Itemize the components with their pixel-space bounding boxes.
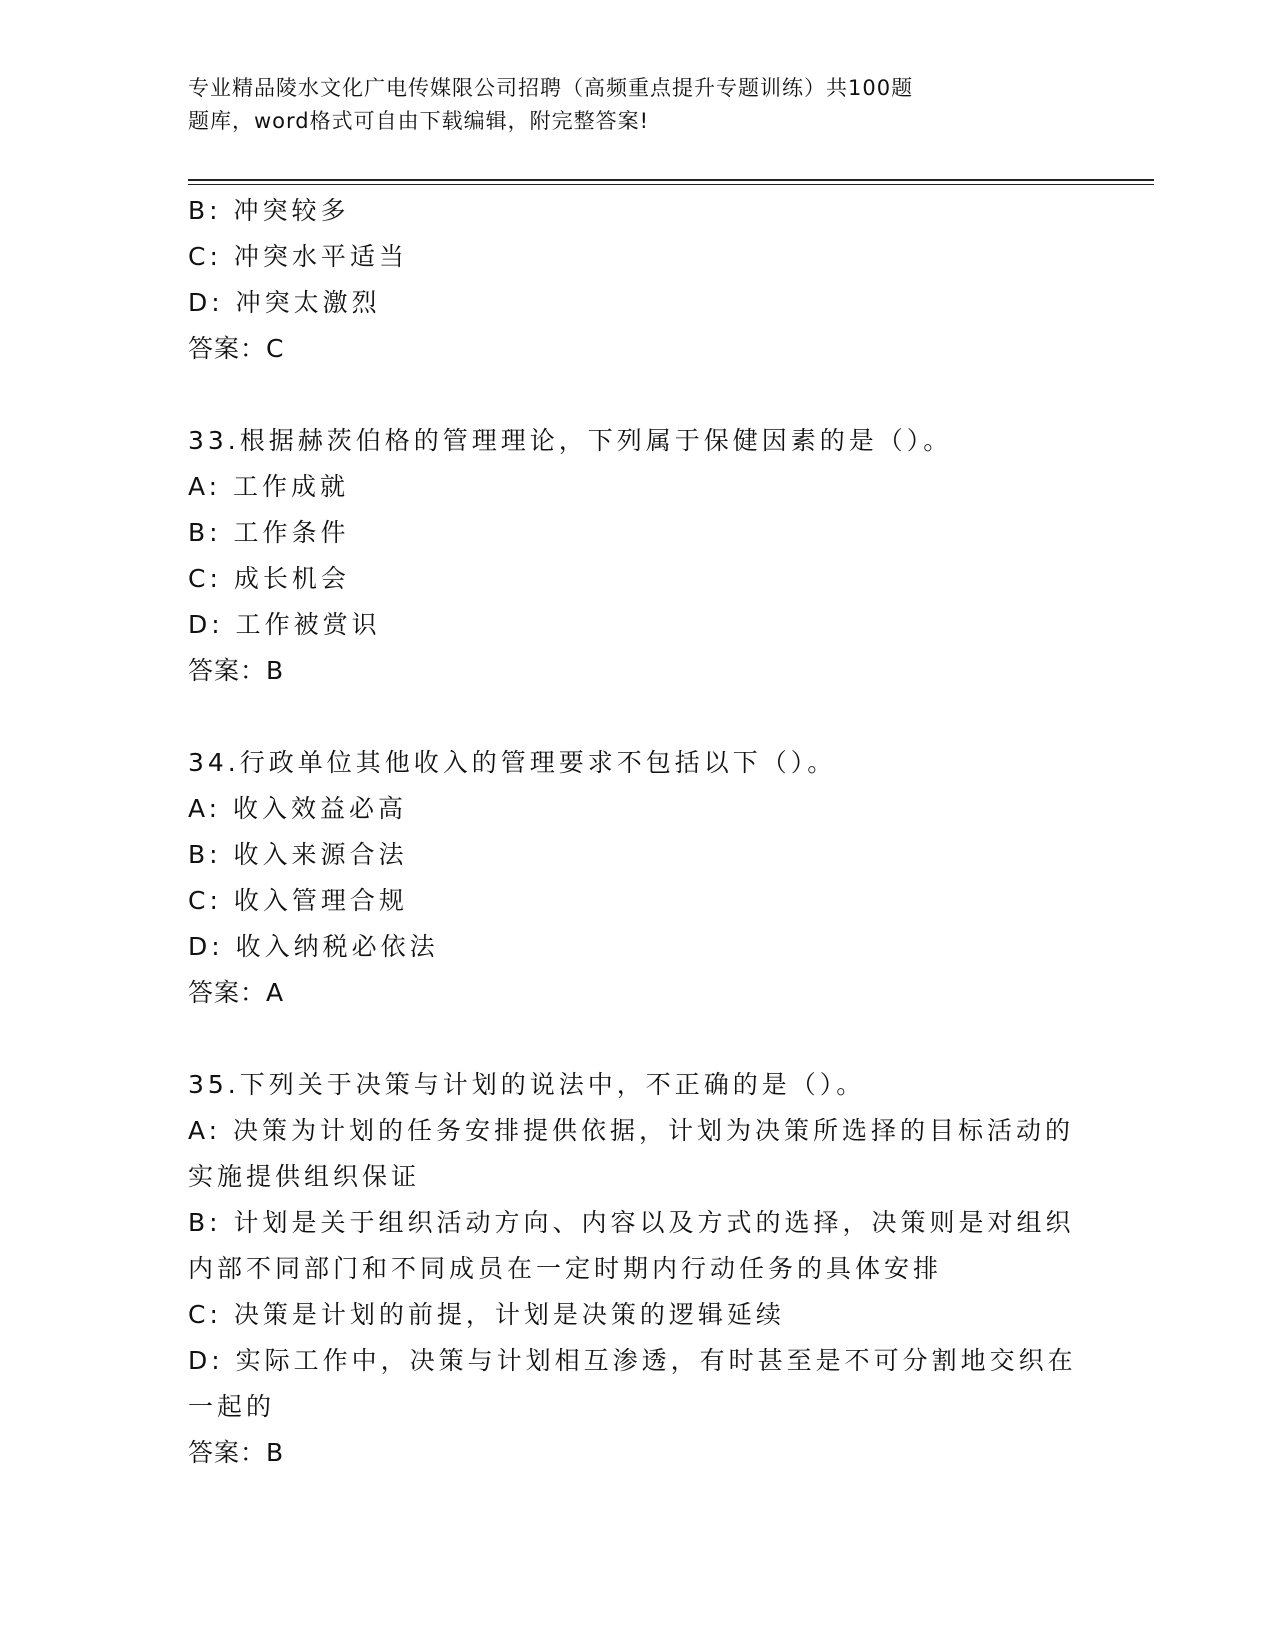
header-divider-thin — [188, 184, 1154, 185]
header-title-line-2: 题库，word格式可自由下载编辑，附完整答案! — [188, 109, 650, 133]
spacer — [188, 372, 1088, 418]
option-d: D: 实际工作中，决策与计划相互渗透，有时甚至是不可分割地交织在一起的 — [188, 1346, 1077, 1421]
question-34-block — [188, 740, 1088, 1016]
answer-line: 答案：A — [188, 978, 285, 1007]
spacer — [188, 694, 1088, 740]
option-c: C: 收入管理合规 — [188, 886, 408, 915]
answer-line: 答案：C — [188, 334, 285, 363]
option-c: C: 冲突水平适当 — [188, 242, 408, 271]
option-b: B: 计划是关于组织活动方向、内容以及方式的选择，决策则是对组织内部不同部门和不同成员在一定时期内行动任务的具体安排 — [188, 1208, 1075, 1283]
option-a: A: 决策为计划的任务安排提供依据，计划为决策所选择的目标活动的实施提供组织保证 — [188, 1116, 1075, 1191]
header-divider-thick — [188, 179, 1154, 181]
prev-question-block — [188, 188, 1088, 372]
spacer — [188, 1016, 1088, 1062]
option-d: D: 冲突太激烈 — [188, 288, 381, 317]
question-stem: 33.根据赫茨伯格的管理理论，下列属于保健因素的是（）。 — [188, 426, 953, 455]
question-content — [188, 188, 1088, 1476]
option-a: A: 工作成就 — [188, 472, 350, 501]
document-header — [188, 72, 1048, 138]
question-stem: 34.行政单位其他收入的管理要求不包括以下（）。 — [188, 748, 837, 777]
header-title-line-1: 专业精品陵水文化广电传媒限公司招聘（高频重点提升专题训练）共100题 — [188, 76, 914, 100]
option-d: D: 工作被赏识 — [188, 610, 381, 639]
option-c: C: 成长机会 — [188, 564, 350, 593]
option-a: A: 收入效益必高 — [188, 794, 408, 823]
option-d: D: 收入纳税必依法 — [188, 932, 439, 961]
option-b: B: 收入来源合法 — [188, 840, 408, 869]
option-b: B: 冲突较多 — [188, 196, 350, 225]
question-stem: 35.下列关于决策与计划的说法中，不正确的是（）。 — [188, 1070, 866, 1099]
option-b: B: 工作条件 — [188, 518, 350, 547]
question-35-block — [188, 1062, 1088, 1476]
option-c: C: 决策是计划的前提，计划是决策的逻辑延续 — [188, 1300, 785, 1329]
answer-line: 答案：B — [188, 1438, 285, 1467]
question-33-block — [188, 418, 1088, 694]
answer-line: 答案：B — [188, 656, 285, 685]
